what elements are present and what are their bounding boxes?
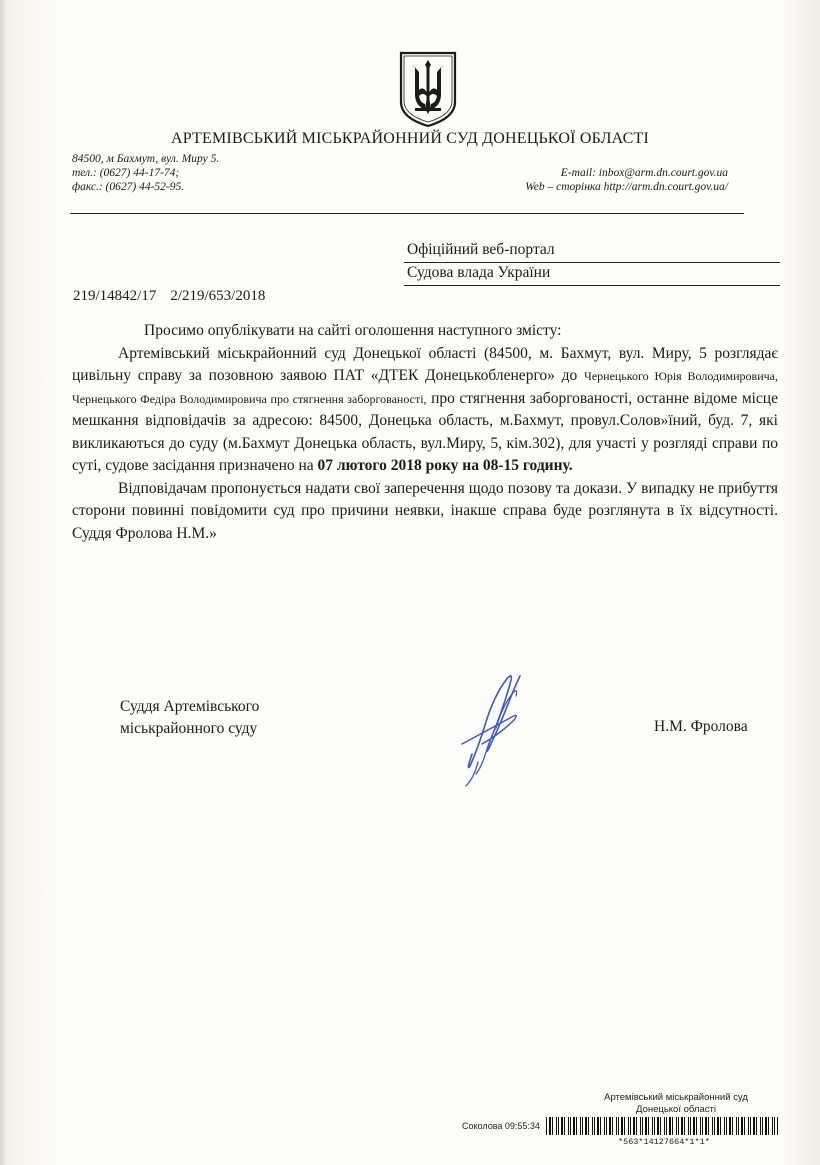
stamp-court-line-2: Донецької області (636, 1104, 716, 1115)
addressee-block (404, 240, 780, 286)
addressee-line-1: Офіційний веб-портал (404, 240, 780, 263)
handwritten-signature (448, 662, 532, 790)
court-contacts-left (72, 152, 219, 194)
case-number: 219/14842/17 (73, 288, 157, 304)
proceeding-number: 2/219/653/2018 (170, 288, 266, 304)
barcode-icon (546, 1117, 778, 1135)
stamp-court-line-1: Артемівський міськрайонний суд (604, 1092, 748, 1103)
court-website: Web – сторінка http://arm.dn.court.gov.ua/ (525, 181, 728, 193)
scan-edge-shadow (0, 0, 8, 1165)
registration-stamp (462, 1092, 782, 1158)
announcement-text-part-1: Артемівський міськрайонний суд Донецької області (84500, м. Бахмут, вул. Миру, 5 розглядає цивільну справу за позовною заявою ПАТ «ДТЕК Донецькобленерго» до (72, 344, 778, 384)
intro-paragraph: Просимо опублікувати на сайті оголошення наступного змісту: (144, 322, 562, 339)
court-fax: факс.: (0627) 44-52-95. (72, 181, 185, 193)
addressee-line-2: Судова влада України (404, 263, 780, 286)
letter-body (72, 320, 778, 545)
judge-title-line-1: Суддя Артемівського (120, 698, 260, 715)
hearing-date: 07 лютого 2018 року на 08-15 годину. (317, 457, 573, 474)
announcement-text-part-2: про стягнення заборгованості, останне відоме місце мешкання відповідачів за адресою: 84500, Донецька область, м.Бахмут, провул.Солов»їний, буд. 7, які викликаються до суду (м.Бахмут Донецька область, вул.Миру, 5, кім.302), для участі у розгляді справи по суті, судове засідання призначено на (72, 389, 778, 474)
judge-title-line-2: міськрайонного суду (120, 720, 258, 737)
barcode-number: *563*14127664*1*1* (618, 1137, 710, 1147)
coat-of-arms-icon (398, 50, 458, 128)
announcement-paragraph (72, 343, 778, 478)
header-divider (70, 213, 744, 214)
court-email: E-mail: inbox@arm.dn.court.gov.ua (560, 167, 728, 179)
stamp-registrar-time: Соколова 09:55:34 (462, 1121, 540, 1131)
stamp-court-name (586, 1092, 766, 1116)
defendants-names: Чернецького Юрія Володимировича, Чернецького Федіра Володимировича про стягнення заборгованості, (72, 369, 779, 406)
court-title: АРТЕМІВСЬКИЙ МІСЬКРАЙОННИЙ СУД ДОНЕЦЬКОЇ ОБЛАСТІ (171, 130, 649, 147)
judge-name: Н.М. Фролова (654, 718, 748, 735)
court-phone: тел.: (0627) 44-17-74; (72, 167, 180, 179)
notice-paragraph: Відповідачам пропонується надати свої заперечення щодо позову та докази. У випадку не прибуття сторони повинні повідомити суд про причини неявки, інакше справа буде розглянута в їх відсутності. Суддя Фролова Н.М.» (72, 479, 778, 542)
court-address: 84500, м Бахмут, вул. Миру 5. (72, 153, 220, 165)
case-reference (73, 288, 279, 305)
judge-title (120, 696, 259, 740)
court-contacts-right (420, 166, 728, 194)
